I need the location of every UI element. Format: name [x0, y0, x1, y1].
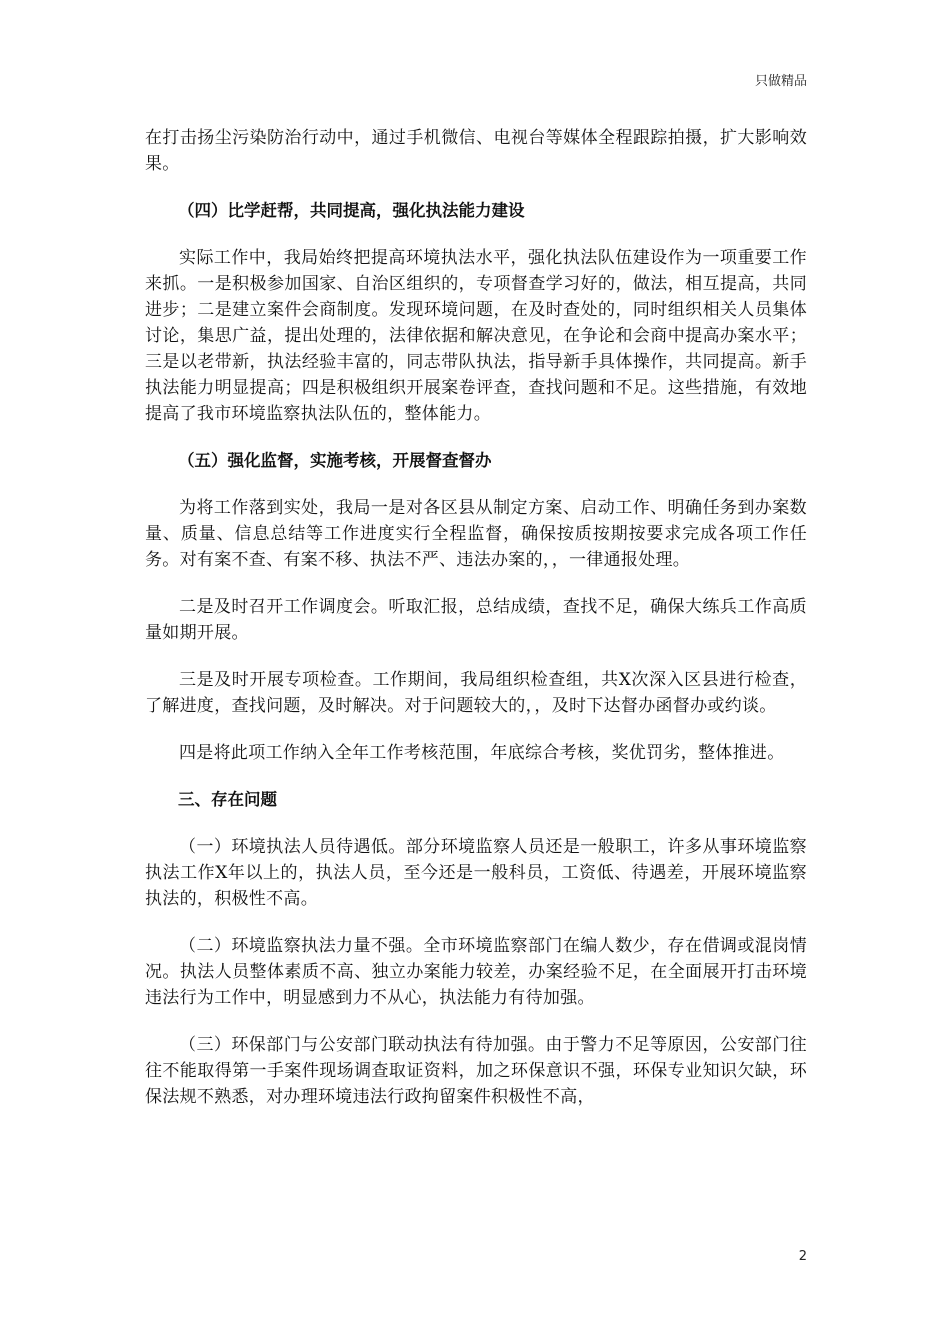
page-number: 2	[798, 1249, 807, 1264]
paragraph-continuation: 在打击扬尘污染防治行动中，通过手机微信、电视台等媒体全程跟踪拍摄，扩大影响效果。	[145, 128, 807, 174]
section-heading-problems: 三、存在问题	[178, 790, 277, 809]
section-heading-4: （四）比学赶帮，共同提高，强化执法能力建设	[178, 201, 525, 220]
paragraph-supervision: 为将工作落到实处，我局一是对各区县从制定方案、启动工作、明确任务到办案数量、质量、信息总结等工作进度实行全程监督，确保按质按期按要求完成各项工作任务。对有案不查、有案不移、执法不严、违法办案的，，一律通报处理。	[145, 498, 807, 570]
section-heading-5: （五）强化监督，实施考核，开展督查督办	[178, 451, 492, 470]
paragraph-capacity-building: 实际工作中，我局始终把提高环境执法水平，强化执法队伍建设作为一项重要工作来抓。一是积极参加国家、自治区组织的，专项督查学习好的，做法，相互提高，共同进步；二是建立案件会商制度。发现环境问题，在及时查处的，同时组织相关人员集体讨论，集思广益，提出处理的，法律依据和解决意见，在争论和会商中提高办案水平；三是以老带新，执法经验丰富的，同志带队执法，指导新手具体操作，共同提高。新手执法能力明显提高；四是积极组织开展案卷评查，查找问题和不足。这些措施，有效地提高了我市环境监察执法队伍的，整体能力。	[145, 248, 807, 424]
paragraph-special-inspection: 三是及时开展专项检查。工作期间，我局组织检查组，共X次深入区县进行检查，了解进度，查找问题，及时解决。对于问题较大的，，及时下达督办函督办或约谈。	[145, 670, 807, 716]
paragraph-problem-3: （三）环保部门与公安部门联动执法有待加强。由于警力不足等原因，公安部门往往不能取得第一手案件现场调查取证资料，加之环保意识不强，环保专业知识欠缺，环保法规不熟悉，对办理环境违法行政拘留案件积极性不高，	[145, 1035, 807, 1107]
document-body	[145, 125, 807, 1131]
paragraph-assessment: 四是将此项工作纳入全年工作考核范围，年底综合考核，奖优罚劣，整体推进。	[179, 743, 785, 763]
paragraph-problem-2: （二）环境监察执法力量不强。全市环境监察部门在编人数少，存在借调或混岗情况。执法人员整体素质不高、独立办案能力较差，办案经验不足，在全面展开打击环境违法行为工作中，明显感到力不从心，执法能力有待加强。	[145, 936, 807, 1008]
header-note: 只做精品	[754, 74, 807, 89]
paragraph-dispatch-meeting: 二是及时召开工作调度会。听取汇报，总结成绩，查找不足，确保大练兵工作高质量如期开展。	[145, 597, 807, 643]
paragraph-problem-1: （一）环境执法人员待遇低。部分环境监察人员还是一般职工，许多从事环境监察执法工作X年以上的，执法人员，至今还是一般科员，工资低、待遇差，开展环境监察执法的，积极性不高。	[145, 837, 807, 909]
